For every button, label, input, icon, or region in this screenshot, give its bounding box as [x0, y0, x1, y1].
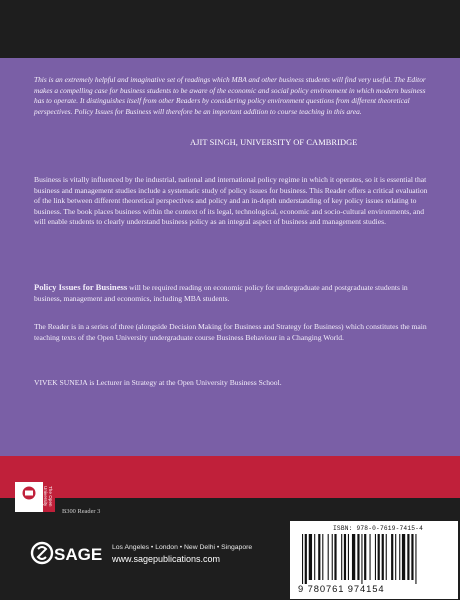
- barcode-bar: [386, 534, 387, 580]
- publisher-cities: Los Angeles • London • New Delhi • Singapore: [112, 544, 253, 551]
- barcode-bar: [344, 534, 346, 580]
- open-university-logo: [15, 482, 55, 524]
- description-paragraph-2-text: will be required reading on economic policy for undergraduate and postgraduate students in business, management and economics, including MBA students.: [34, 283, 408, 303]
- barcode-bar: [328, 534, 329, 580]
- endorsement-quote: This is an extremely helpful and imaginative set of readings which MBA and other business students will find very useful. The Editor makes a compelling case for business students to be aware of the economic and social policy environment in which modern business has to operate. It distinguishes itself from other Readers by considering policy environment questions from different theoretical perspectives. Policy Issues for Business will therefore be an important addition to course teaching in this area.: [34, 75, 426, 116]
- barcode-digits: 9 780761 974154: [298, 583, 385, 594]
- barcode-bar: [302, 534, 303, 584]
- barcode-bar: [334, 534, 336, 580]
- barcode-bar: [370, 534, 371, 580]
- barcode-bar: [364, 534, 366, 580]
- sage-logo: [30, 540, 108, 566]
- barcode-bar: [415, 534, 416, 584]
- barcode-bar: [361, 534, 362, 584]
- description-panel: [0, 58, 460, 456]
- sage-logo-text: SAGE: [54, 545, 103, 564]
- red-band: [0, 456, 460, 498]
- barcode-bar: [402, 534, 405, 580]
- barcode-bar: [375, 534, 376, 580]
- barcode-bar: [411, 534, 413, 580]
- barcode-bar: [341, 534, 342, 580]
- barcode-bar: [348, 534, 349, 580]
- book-title-bold: Policy Issues for Business: [34, 282, 128, 292]
- barcode-bar: [314, 534, 315, 580]
- author-bio: VIVEK SUNEJA is Lecturer in Strategy at the Open University Business School.: [34, 378, 282, 387]
- barcode-bar: [399, 534, 400, 580]
- barcode-bar: [378, 534, 380, 580]
- barcode-bar: [352, 534, 355, 580]
- course-label: B300 Reader 3: [62, 508, 101, 515]
- barcode-bar: [322, 534, 323, 580]
- endorsement-author: AJIT SINGH, UNIVERSITY OF CAMBRIDGE: [190, 138, 358, 147]
- description-paragraph-1: Business is vitally influenced by the industrial, national and international policy regime in which it operates, so it is essential that business and management studies include a systematic study of policy issues for business. This Reader offers a critical evaluation of the link between different theoretical perspectives and policy and an in-depth understanding of key policy issues relating to business. The book places business within the context of its legal, technological, economic and socio-cultural environments, and will enable students to clearly understand business policy as an integral aspect of business and management studies.: [34, 175, 428, 227]
- isbn-label: ISBN: 978-0-7619-7415-4: [333, 525, 424, 532]
- description-paragraph-3: The Reader is in a series of three (alongside Decision Making for Business and Strategy for Business) which constitutes the main teaching texts of the Open University undergraduate course Business Behaviour in a Changing World.: [34, 322, 427, 342]
- barcode-bar: [332, 534, 333, 580]
- description-paragraph-2: [34, 282, 428, 304]
- barcode-bar: [305, 534, 307, 584]
- barcode-bar: [407, 534, 409, 580]
- barcode-bar: [382, 534, 384, 580]
- publisher-url: www.sagepublications.com: [112, 554, 221, 564]
- barcode: [300, 534, 452, 584]
- barcode-bar: [395, 534, 396, 580]
- ou-logo-line-2: University: [43, 486, 48, 507]
- barcode-bar: [357, 534, 359, 580]
- barcode-bar: [391, 534, 393, 580]
- barcode-bar: [318, 534, 320, 580]
- barcode-bar: [309, 534, 312, 580]
- ou-logo-line-1: The Open: [48, 486, 53, 507]
